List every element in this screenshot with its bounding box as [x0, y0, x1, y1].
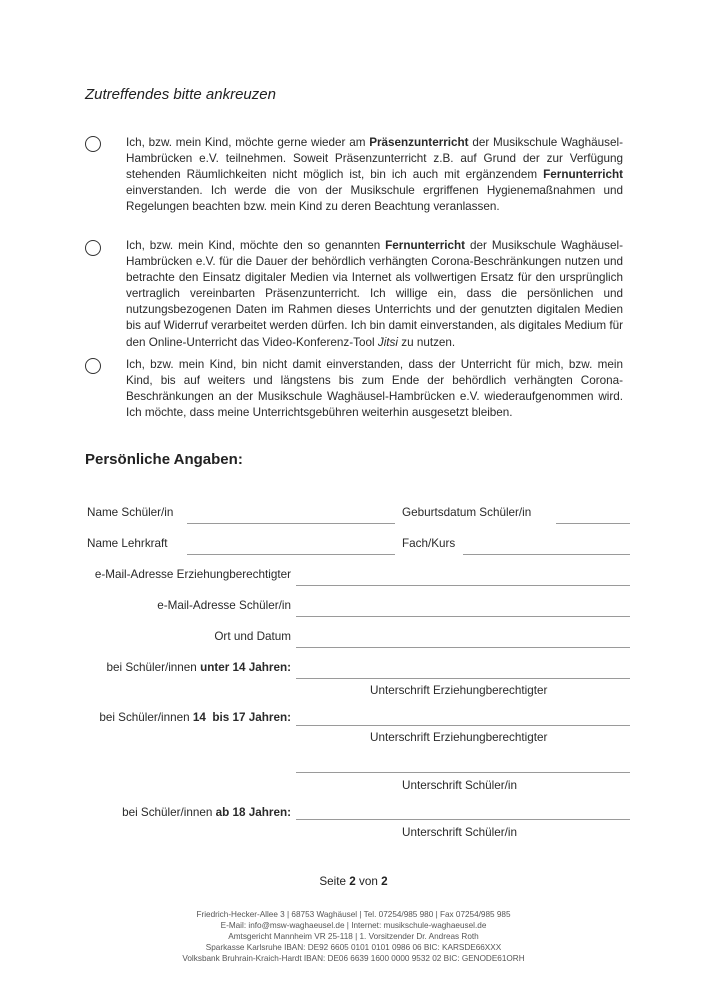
page-middle: von [355, 875, 382, 888]
option-text-run: Fernunterricht [543, 168, 623, 182]
option-text-fernunterricht [126, 238, 623, 351]
over-18-prefix: bei Schüler/innen [122, 806, 216, 819]
age-14-17-label [60, 711, 291, 724]
option-text-run: der Musikschule Waghäusel-Hambrücken e.V. teilnehmen. Soweit Präsenzunterricht z.B. auf Grund der zur Verfügung stehenden Räumlichkeiten nicht möglich ist, bin ich auch mit ergänzendem [126, 136, 623, 182]
under-14-bold: unter 14 Jahren: [200, 661, 291, 674]
option-text-run: Ich, bzw. mein Kind, bin nicht damit einverstanden, dass der Unterricht für mich, bzw. mein Kind, bis auf weiters und längstens bis zum Ende der behördlich verhängten Corona-Beschränkungen an der Musikschule Waghäusel-Hambrücken e.V. wiederaufgenommen wird. Ich möchte, dass meine Unterrichtsgebühren weiterhin ausgesetzt bleiben. [126, 358, 623, 420]
option-text-run: zu nutzen. [398, 335, 456, 349]
option-text-run: Fernunterricht [385, 239, 466, 252]
under-14-prefix: bei Schüler/innen [106, 661, 201, 674]
signature-student-caption-1: Unterschrift Schüler/in [402, 779, 517, 792]
fach-kurs-label: Fach/Kurs [402, 537, 456, 550]
over-18-bold: ab 18 Jahren: [215, 806, 291, 819]
signature-parent-caption-2: Unterschrift Erziehungberechtigter [370, 731, 548, 744]
age-14-17-bold: 14 bis 17 Jahren: [192, 711, 291, 724]
option-nicht-einverstanden-radio[interactable] [85, 358, 101, 374]
signature-parent-caption-1: Unterschrift Erziehungberechtigter [370, 684, 548, 697]
email-erziehungberechtigter-field[interactable] [296, 585, 630, 586]
footer-contact: E-Mail: info@msw-waghaeusel.de | Internet: musikschule-waghaeusel.de [220, 921, 487, 930]
page-prefix: Seite [319, 875, 350, 888]
option-praesenzunterricht-radio[interactable] [85, 136, 101, 152]
option-text-run: der Musikschule Waghäusel-Hambrücken e.V. für die Dauer der behördlich verhängten Corona-Beschränkungen nutzen und betrachte den Einsatz digitaler Medien via Internet als vollwertigen Ersatz für den ursprünglich vertraglich vereinbarten Präsenzunterricht. Ich willige ein, dass die persönlichen und nutzungsbezogenen Daten im Rahmen dieses Unterrichts und der genutzten digitalen Medien bis auf Widerruf verarbeitet werden dürfen. Ich bin damit einverstanden, als digitales Medium für den Online-Unterricht das Video-Konferenz-Tool [126, 239, 624, 349]
ort-datum-label: Ort und Datum [214, 630, 291, 643]
option-text-run: Präsenzunterricht [369, 136, 469, 149]
footer-registry: Amtsgericht Mannheim VR 25-118 | 1. Vorsitzender Dr. Andreas Roth [228, 932, 479, 941]
footer-bank-sparkasse: Sparkasse Karlsruhe IBAN: DE92 6605 0101 0101 0986 06 BIC: KARSDE66XXX [205, 943, 502, 952]
option-text-run: Jitsi [377, 335, 398, 349]
name-schueler-label: Name Schüler/in [87, 506, 174, 519]
section-title: Persönliche Angaben: [85, 451, 243, 468]
signature-student-over-18-field[interactable] [296, 819, 630, 820]
option-text-run: einverstanden. Ich werde die von der Musikschule ergriffenen Hygienemaßnahmen und Regelungen beachten bzw. mein Kind zu deren Beachtung veranlassen. [126, 184, 623, 214]
name-lehrkraft-label: Name Lehrkraft [87, 537, 168, 550]
option-fernunterricht-radio[interactable] [85, 240, 101, 256]
geburtsdatum-field[interactable] [556, 523, 630, 524]
instruction-heading: Zutreffendes bitte ankreuzen [85, 86, 276, 103]
signature-parent-under-14-field[interactable] [296, 678, 630, 679]
option-text-run: Ich, bzw. mein Kind, möchte gerne wieder am [126, 136, 370, 149]
fach-kurs-field[interactable] [463, 554, 630, 555]
ort-datum-field[interactable] [296, 647, 630, 648]
name-schueler-field[interactable] [187, 523, 395, 524]
age-14-17-prefix: bei Schüler/innen [99, 711, 193, 724]
under-14-label [60, 661, 291, 674]
email-schueler-field[interactable] [296, 616, 630, 617]
footer-bank-volksbank: Volksbank Bruhrain-Kraich-Hardt IBAN: DE06 6639 1600 0000 9532 02 BIC: GENODE61ORH [182, 954, 525, 963]
option-text-nicht-einverstanden [126, 357, 623, 421]
footer-address: Friedrich-Hecker-Allee 3 | 68753 Waghäusel | Tel. 07254/985 980 | Fax 07254/985 985 [196, 910, 511, 919]
email-schueler-label: e-Mail-Adresse Schüler/in [157, 599, 291, 612]
geburtsdatum-label: Geburtsdatum Schüler/in [402, 506, 532, 519]
over-18-label [60, 806, 291, 819]
signature-parent-14-17-field[interactable] [296, 725, 630, 726]
email-erziehungberechtigter-label: e-Mail-Adresse Erziehungberechtigter [94, 568, 291, 581]
page-current: 2 [349, 875, 356, 888]
signature-student-caption-2: Unterschrift Schüler/in [402, 826, 517, 839]
page-total: 2 [381, 875, 388, 888]
signature-student-14-17-field[interactable] [296, 772, 630, 773]
option-text-run: Ich, bzw. mein Kind, möchte den so genannten [126, 239, 386, 252]
option-text-praesenzunterricht [126, 135, 623, 215]
page-number [0, 875, 707, 888]
name-lehrkraft-field[interactable] [187, 554, 395, 555]
